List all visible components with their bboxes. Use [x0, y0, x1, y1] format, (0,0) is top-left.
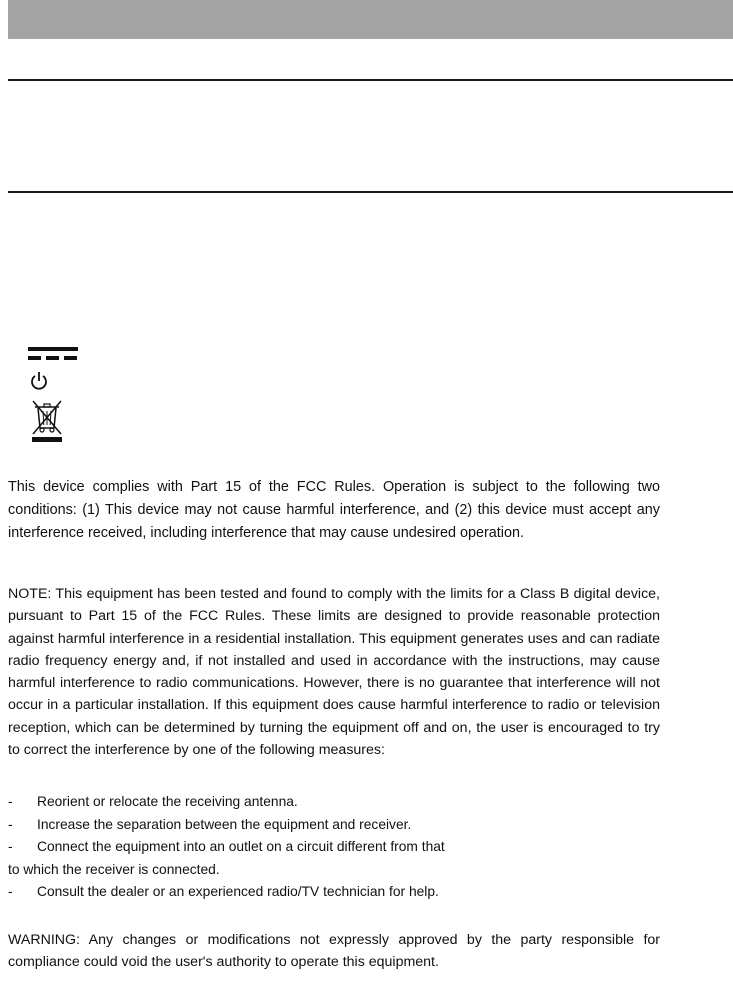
- header-bar: [8, 0, 733, 39]
- list-item: - Reorient or relocate the receiving antenna.: [8, 794, 298, 809]
- fcc-note-paragraph: NOTE: This equipment has been tested and found to comply with the limits for a Class B digital device, pursuant to Part 15 of the FCC Rules. These limits are designed to provide reasonable protection against harmful interference in a residential installation. This equipment generates uses and can radiate radio frequency energy and, if not installed and used in accordance with the instructions, may cause harmful interference to radio communications. However, there is no guarantee that interference will not occur in a particular installation. If this equipment does cause harmful interference to radio or television reception, which can be determined by turning the equipment off and on, the user is encouraged to try to correct the interference by one of the following measures:: [8, 586, 660, 759]
- dc-current-icon: [28, 346, 78, 362]
- list-item: - Connect the equipment into an outlet on a circuit different from that: [8, 839, 445, 854]
- list-item-continuation: to which the receiver is connected.: [8, 861, 220, 877]
- list-item: - Consult the dealer or an experienced radio/TV technician for help.: [8, 884, 439, 899]
- measures-list: [8, 791, 660, 904]
- divider-bottom: [8, 191, 733, 193]
- fcc-compliance-statement: This device complies with Part 15 of the FCC Rules. Operation is subject to the following two conditions: (1) This device may not cause harmful interference, and (2) this device must accept any interference received, including interference that may cause undesired operation.: [8, 479, 660, 541]
- divider-top: [8, 79, 733, 81]
- symbol-legend: [28, 346, 88, 446]
- warning-paragraph: WARNING: Any changes or modifications not expressly approved by the party responsible for compliance could void the user's authority to operate this equipment.: [8, 932, 660, 971]
- weee-crossed-bin-icon: [30, 398, 64, 444]
- power-icon: [29, 370, 49, 392]
- list-item: - Increase the separation between the equipment and receiver.: [8, 816, 412, 832]
